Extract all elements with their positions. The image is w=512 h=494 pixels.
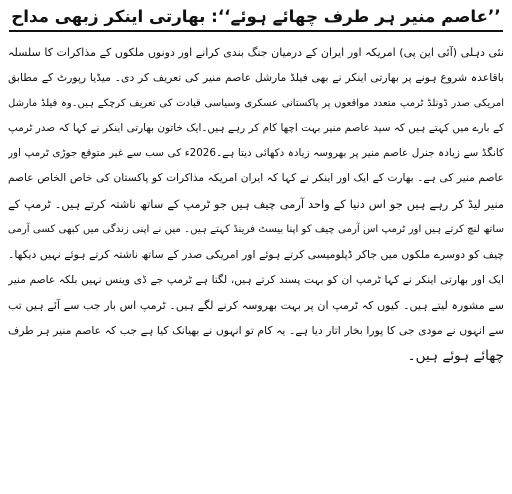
article-headline: ’’عاصم منیر ہر طرف چھائے ہوئے‘‘: بھارتی اینکر زبھی مداح [9,3,503,32]
body-line: عاصم منیر کی ہے۔ بھارت کے ایک اور اینکر نے کہا کہ ایران امریکہ مذاکرات کو پاکستان کی خاص الخاص عاصم [8,172,504,185]
body-line-last: چھائے ہوئے ہیں۔ [407,347,504,364]
body-line: چیف کو دوسرے ملکوں میں جاکر ڈپلومیسی کرتے ہوئے اور امریکی صدر کے ساتھ ناشتہ کرتے ہوئے نہیں دیکھا۔ [8,248,504,262]
body-line: کانگڈ سے زیادہ جنرل عاصم منیر پر بھروسہ زیادہ دکھائی دیتا ہے۔2026ء کی سب سے غیر متوقع جوڑی ٹرمپ اور [8,147,504,160]
body-line: سے مشورہ لیتے ہیں۔ کیوں کہ ٹرمپ ان پر بہت بھروسہ کرنے لگے ہیں۔ ٹرمپ اس بار جب سے آئے ہیں تب [8,298,504,312]
body-line: کے بارے میں کہتے ہیں کہ سید عاصم منیر بہت اچھا کام کر رہے ہیں۔ایک خاتون بھارتی اینکر نے کہا کہ صدر ٹرمپ [8,121,504,134]
body-line: باقاعدہ شروع ہونے پر بھارتی اینکر نے بھی فیلڈ مارشل عاصم منیر کی تعریف کر دی۔ میڈیا رپورٹ کے مطابق [8,71,504,85]
body-line: امریکی صدر ڈونلڈ ٹرمپ متعدد مواقعوں پر پاکستانی عسکری وسیاسی قیادت کی تعریف کرچکے ہیں۔وہ فیلڈ مارشل [8,97,504,109]
body-line: ایک اور بھارتی اینکر نے کہا ٹرمپ ان کو بہت پسند کرتے ہیں، لگتا ہے ٹرمپ جے ڈی وینس نہیں بلکہ عاصم منیر [8,273,504,286]
body-line: نئی دہلی (آئی این پی) امریکہ اور ایران کے درمیان جنگ بندی کرانے اور دونوں ملکوں کے مذاکرات کا سلسلہ [8,46,504,59]
headline-container [8,0,504,40]
body-line: ساتھ لنچ کرتے ہیں اور ٹرمپ اس آرمی چیف کو اپنا بیسٹ فرینڈ کہتے ہیں۔ میں نے اپنی زندگی میں کبھی کسی آرمی [8,224,504,236]
article-body [8,40,504,369]
body-line: سے انہوں نے مودی جی کا پورا بخار اتار دیا ہے۔ یہ کام تو انہوں نے بھیانک کیا ہے جب کہ عاصم منیر ہر طرف [8,324,504,338]
body-line: منیر لیڈ کر رہے ہیں جو اس دنیا کے واحد آرمی چیف ہیں جو ٹرمپ کے ساتھ ناشتہ کرتے ہیں۔ ٹرمپ کے [8,196,504,211]
